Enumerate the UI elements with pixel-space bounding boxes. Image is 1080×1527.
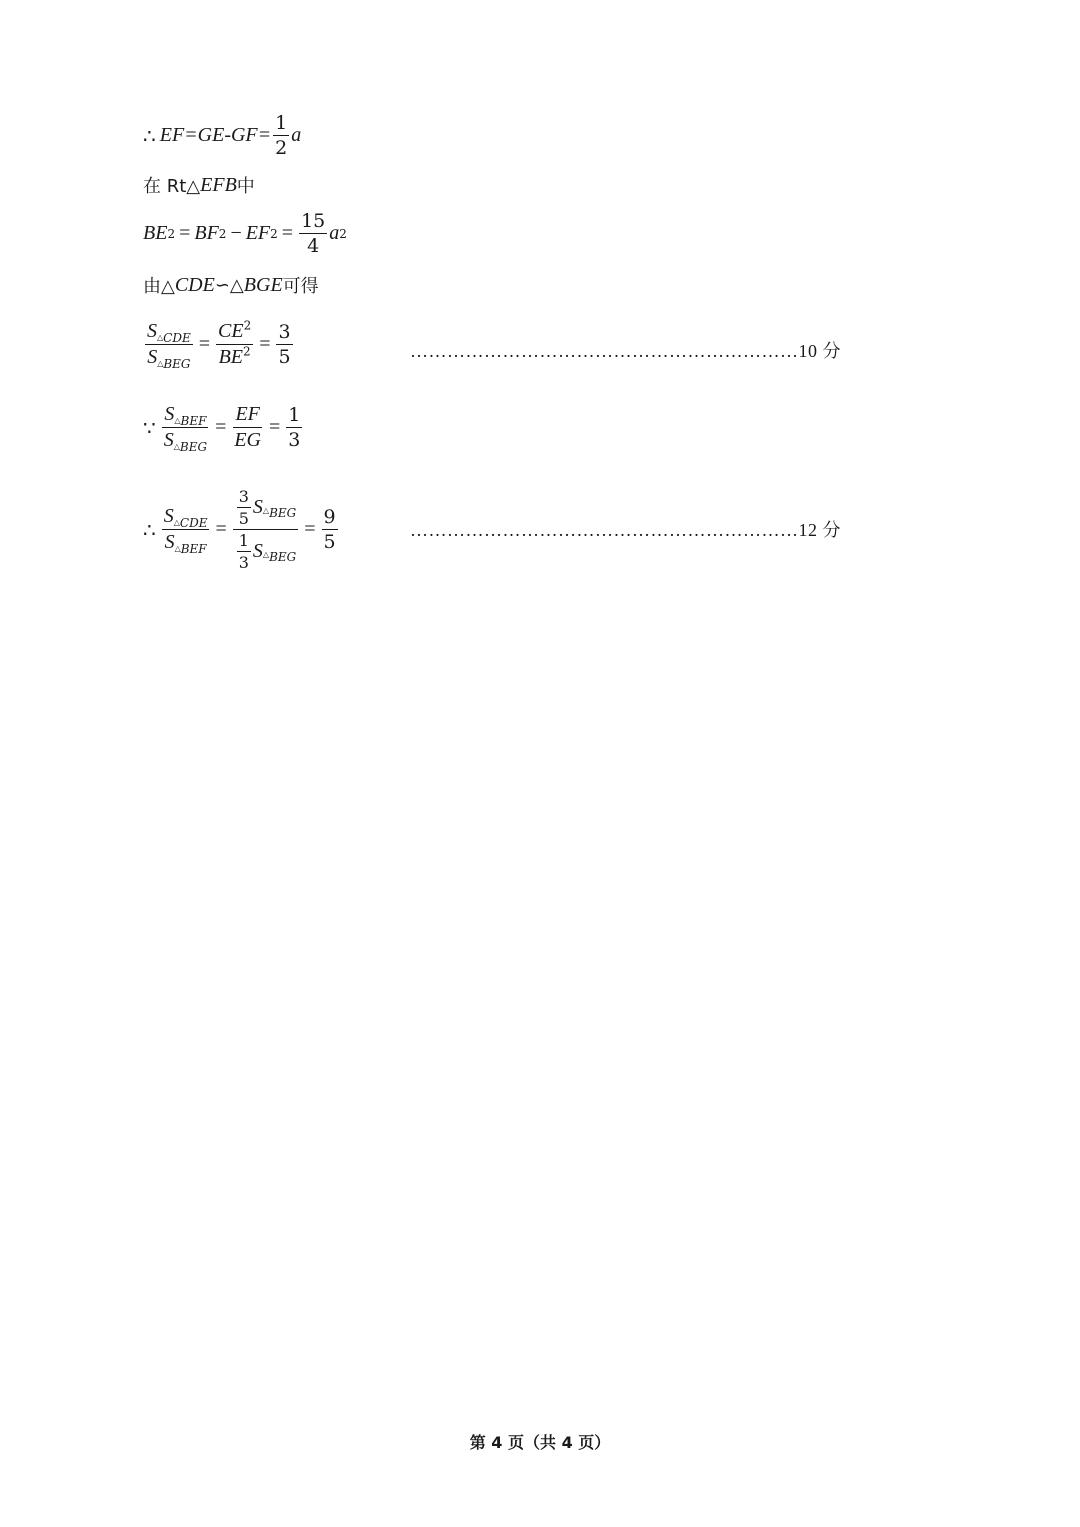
page-footer: 第 4 页（共 4 页）: [469, 1433, 611, 1452]
score-10-points: ………………………………………………………10 分: [410, 341, 841, 361]
variable-a: a: [291, 124, 302, 146]
fifteen-quarters-fraction: $\frac{15}{4}$: [301, 210, 326, 257]
ef-expression: EF=GE-GF=: [159, 124, 272, 146]
line-final-ratio: ∴ $\frac{S\triangle_{CDE}}{S\triangle_{BEF}}$ = $\frac{3}{5}$ S △ BEG $\frac{1}{3}$ S △ BEG = $\frac{9}{5}$: [143, 487, 336, 572]
line-ef-equation: [143, 112, 301, 159]
half-fraction: $\frac{1}{2}$: [275, 112, 288, 159]
line-in-right-triangle: 在 Rt△ EFB 中: [143, 173, 255, 197]
score-12-points: ………………………………………………………12 分: [410, 520, 841, 540]
compound-fraction: $\frac{3}{5}$ S △ BEG $\frac{1}{3}$ S △ BEG: [233, 487, 299, 572]
line-similar-triangles: 由△ CDE ∽△ BGE 可得: [143, 273, 319, 297]
line-be-squared: BE 2 = BF 2 − EF 2 = $\frac{15}{4}$ a 2: [143, 210, 347, 257]
therefore-symbol: ∴: [143, 123, 156, 148]
line-area-ratio-bef-beg: ∵ $\frac{S\triangle_{BEF}}{S\triangle_{BEG}}$ = $\frac{EF}{EG}$ = $\frac{1}{3}$: [143, 403, 301, 454]
line-area-ratio-cde-beg: $\frac{S\triangle_{CDE}}{S\triangle_{BEG}}$ = $\frac{CE^2}{BE^2}$ = $\frac{3}{5}$: [147, 318, 291, 371]
